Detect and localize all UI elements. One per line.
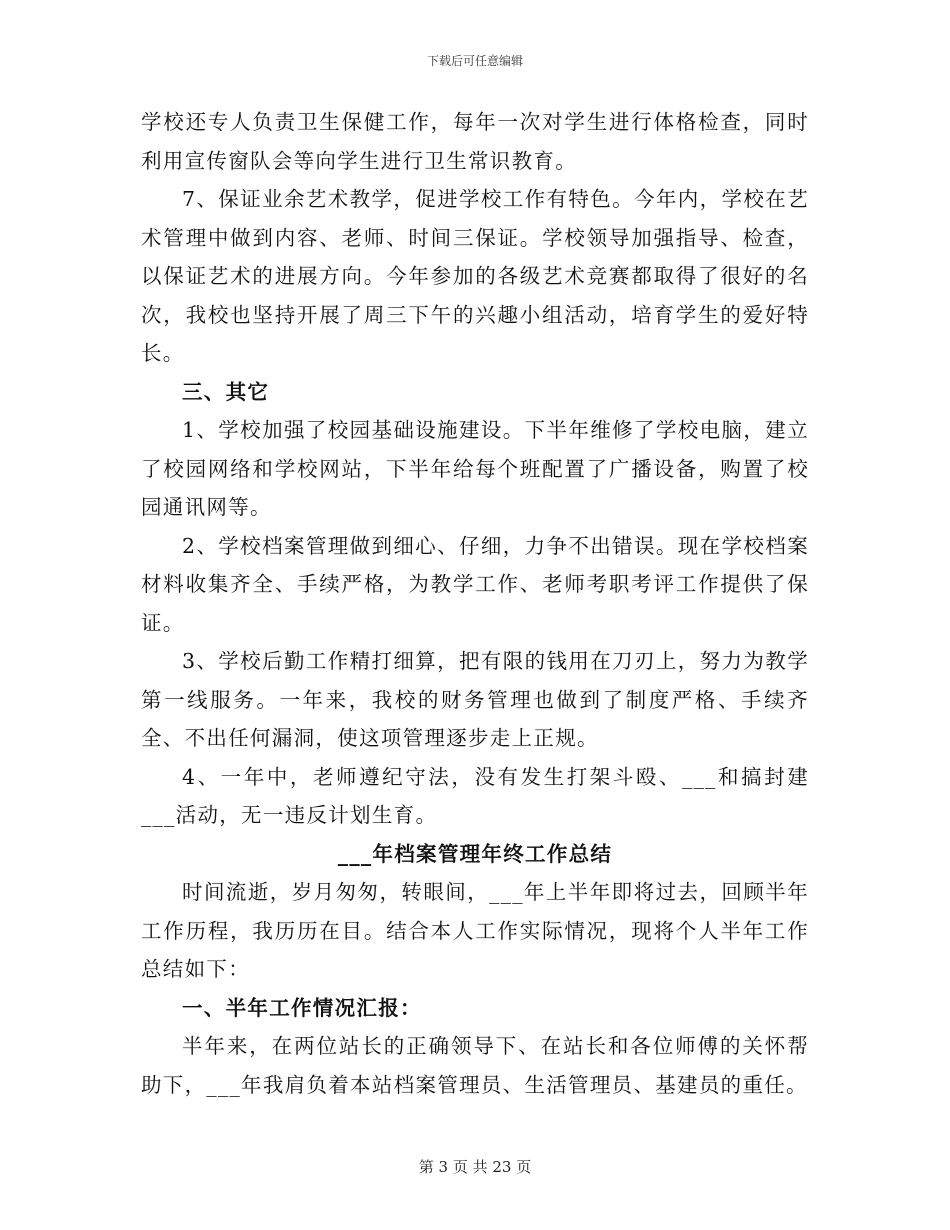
paragraph-intro: 时间流逝，岁月匆匆，转眼间，___年上半年即将过去，回顾半年工作历程，我历历在目。结合本人工作实际情况，现将个人半年工作总结如下：: [141, 880, 809, 981]
page-header: 下载后可任意编辑: [426, 54, 523, 68]
document-body: [141, 103, 809, 1104]
paragraph-art-teaching: 7、保证业余艺术教学，促进学校工作有特色。今年内，学校在艺术管理中做到内容、老师、时间三保证。学校领导加强指导、检查，以保证艺术的进展方向。今年参加的各级艺术竞赛都取得了很好的名次，我校也坚持开展了周三下午的兴趣小组活动，培育学生的爱好特长。: [141, 187, 809, 365]
paragraph-half-year: 半年来，在两位站长的正确领导下、在站长和各位师傅的关怀帮助下，___年我肩负着本站档案管理员、生活管理员、基建员的重任。: [141, 1034, 809, 1097]
paragraph-logistics: 3、学校后勤工作精打细算，把有限的钱用在刀刃上，努力为教学第一线服务。一年来，我校的财务管理也做到了制度严格、手续齐全、不出任何漏洞，使这项管理逐步走上正规。: [141, 649, 809, 750]
paragraph-archives: 2、学校档案管理做到细心、仔细，力争不出错误。现在学校档案材料收集齐全、手续严格，为教学工作、老师考职考评工作提供了保证。: [141, 533, 809, 635]
paragraph-infrastructure: 1、学校加强了校园基础设施建设。下半年维修了学校电脑，建立了校园网络和学校网站，下半年给每个班配置了广播设备，购置了校园通讯网等。: [141, 418, 809, 519]
paragraph-health: 学校还专人负责卫生保健工作，每年一次对学生进行体格检查，同时利用宣传窗队会等向学生进行卫生常识教育。: [141, 110, 809, 173]
section-heading-report: 一、半年工作情况汇报：: [182, 995, 422, 1020]
section-heading-other: 三、其它: [182, 379, 270, 404]
document-title: ___年档案管理年终工作总结: [337, 841, 613, 866]
page-footer: 第 3 页 共 23 页: [418, 1158, 532, 1176]
paragraph-discipline: 4、一年中，老师遵纪守法，没有发生打架斗殴、___和搞封建___活动，无一违反计划生育。: [141, 764, 809, 827]
